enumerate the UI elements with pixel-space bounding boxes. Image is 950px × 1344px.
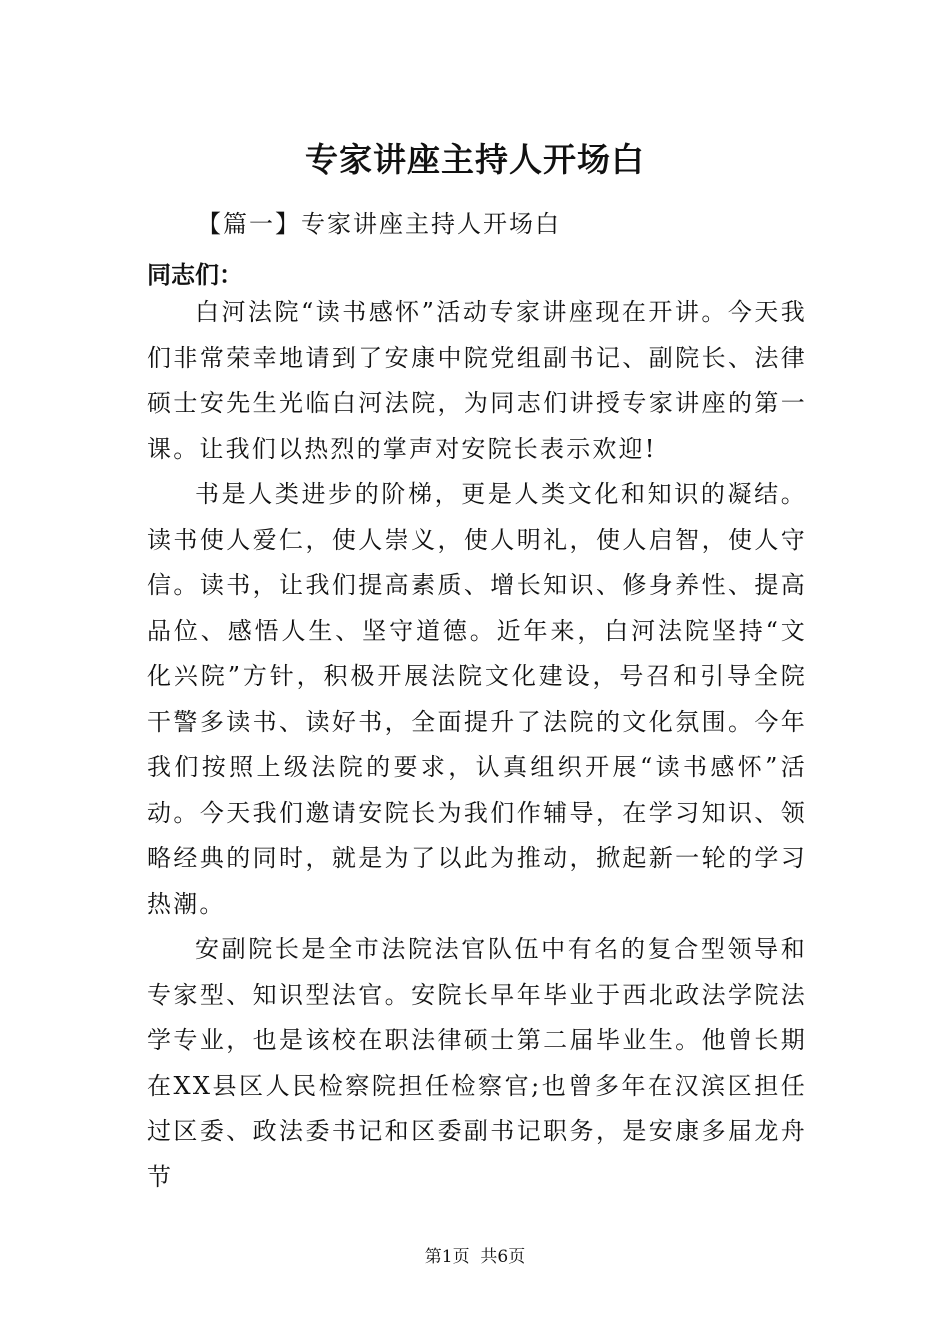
paragraph-2: 书是人类进步的阶梯，更是人类文化和知识的凝结。读书使人爱仁，使人崇义，使人明礼，使人启智，使人守信。读书，让我们提高素质、增长知识、修身养性、提高品位、感悟人生、坚守道德。近年来，白河法院坚持“文化兴院”方针，积极开展法院文化建设，号召和引导全院干警多读书、读好书，全面提升了法院的文化氛围。今年我们按照上级法院的要求，认真组织开展“读书感怀”活动。今天我们邀请安院长为我们作辅导，在学习知识、领略经典的同时，就是为了以此为推动，掀起新一轮的学习热潮。 bbox=[147, 480, 807, 918]
document-body bbox=[147, 290, 807, 1200]
greeting-line: 同志们： bbox=[147, 260, 243, 289]
document-title: 专家讲座主持人开场白 bbox=[305, 140, 645, 179]
section-heading: 【篇一】专家讲座主持人开场白 bbox=[197, 210, 561, 238]
paragraph-1: 白河法院“读书感怀”活动专家讲座现在开讲。今天我们非常荣幸地请到了安康中院党组副书记、副院长、法律硕士安先生光临白河法院，为同志们讲授专家讲座的第一课。让我们以热烈的掌声对安院长表示欢迎! bbox=[147, 298, 807, 463]
paragraph-3: 安副院长是全市法院法官队伍中有名的复合型领导和专家型、知识型法官。安院长早年毕业于西北政法学院法学专业，也是该校在职法律硕士第二届毕业生。他曾长期在XX县区人民检察院担任检察官;也曾多年在汉滨区担任过区委、政法委书记和区委副书记职务，是安康多届龙舟节 bbox=[147, 935, 807, 1191]
page-footer: 第1页 共6页 bbox=[424, 1247, 526, 1267]
